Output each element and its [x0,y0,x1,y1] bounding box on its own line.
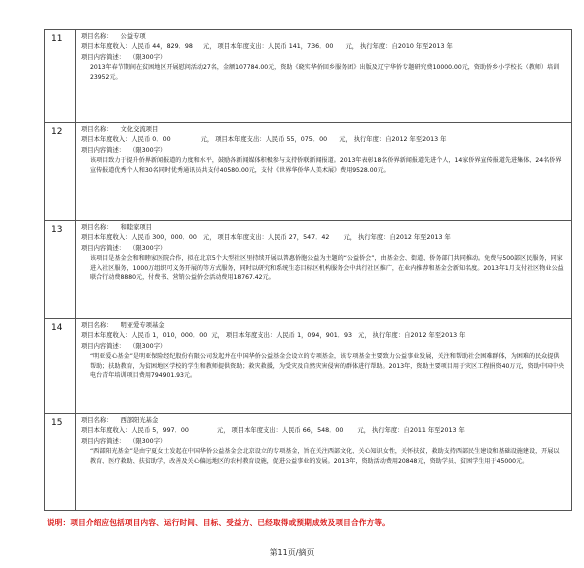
year-label: 元， 执行年度： [343,234,390,242]
income-value: 人民币 44，829．98 [131,43,193,51]
table-row [45,123,572,221]
expense-label: 元， 项目本年度支出： [200,136,266,144]
year-value: 自2011 年至2013 年 [403,427,465,435]
expense-value: 人民币 141，736．00 [267,43,334,51]
project-number: 13 [45,221,76,319]
income-label: 项目本年度收入： [81,332,132,340]
expense-label: 元， 项目本年度支出： [202,43,268,51]
content-note: （限300字） [129,437,167,445]
year-value: 自2012 年至2013 年 [404,332,466,340]
year-label: 元， 执行年度： [358,332,405,340]
project-description: 该项目是基金会和和睦家医院合作，拟在北京5个大型社区里持续开展以普惠侨胞公益为主题的“公益侨会”，由基金会、街道、侨务部门共同推动。免费与500部区民服务，同家进入社区服务，1000万组织可义务开展的等方式服务，同时以研究和系统生态目标区机构服务会中共行社区推广，在业内推荐和基金会新知名度。2013年1月支付社区物业公益联合行动费8880元，付费书、营销公益侨会活动费用18767.42元。 [90,255,564,282]
project-name-label: 项目名称： [81,417,113,424]
table-row [45,30,572,123]
project-name-label: 项目名称： [81,126,113,133]
content-label: 项目内容简述： [81,146,126,154]
expense-value: 人民币 55，075．00 [265,136,328,144]
year-value: 自2012 年至2013 年 [389,234,451,242]
income-label: 项目本年度收入： [81,43,132,51]
project-name: 公益专项 [120,33,146,40]
income-label: 项目本年度收入： [81,234,132,242]
year-label: 元， 执行年度： [357,427,404,435]
page-number: 第11页/摘页 [269,548,315,557]
project-content-cell [76,414,572,511]
content-label: 项目内容简述： [81,53,126,61]
footer-note: 说明：项目介绍应包括项目内容、运行时间、目标、受益方、已经取得或预期成效及项目合作方等。 [47,518,390,527]
content-note: （限300字） [129,53,167,61]
expense-label: 元， 项目本年度支出： [211,332,277,340]
content-label: 项目内容简述： [81,437,126,445]
content-label: 项目内容简述： [81,244,126,252]
content-label: 项目内容简述： [81,342,126,350]
year-label: 元， 执行年度： [345,43,392,51]
expense-label: 元， 项目本年度支出： [202,234,268,242]
project-number: 14 [45,319,76,414]
project-description: “明亚爱心基金”是明亚保险经纪股份有限公司发起并在中国华侨公益基金会设立的专项基金，该专项基金主要致力公益事业发展，关注和帮助社会困难群体，为困难的民众提供帮助；扶助教育，为贫困地区学校的学生和教师提供资助；救灾救援，为受灾及自然灾害侵害的群体进行帮助。2013年，资助主要项目用于灾区工程捐资40万元，资助中国中央电台青年培训项目费用794901.93元。 [90,353,565,380]
expense-value: 人民币 1，094，901．93 [276,332,353,340]
table-row [45,414,572,511]
project-name: 文化交流项目 [120,126,159,133]
expense-value: 人民币 66，548．00 [281,427,344,435]
project-description: 该项目致力于提升侨界新闻报道的力度和水平，鼓励各新闻媒体积极参与支持侨联新闻报道。2013年表彰18名侨界新闻报道先进个人，14家侨界宣传报道先进集体、24名侨界宣传报道优秀个人和30名同时优秀通讯员共支付40580.00元，支付《世界华侨华人美术展》费用9528.00元。 [90,157,562,174]
project-description: 2013年春节期间在贫困地区开展慰问活动27名，金额107784.00元，资助《晓实华侨回乡服务团》出版及辽宁华侨专题研究费10000.00元，资助侨乡小学校长（教师）培训23952元。 [90,64,560,81]
content-note: （限300字） [129,342,167,350]
income-label: 项目本年度收入： [81,427,132,435]
project-name: 西部阳光基金 [120,417,159,424]
income-value: 人民币 1，010，000．00 [131,332,208,340]
project-name-label: 项目名称： [81,33,113,40]
content-note: （限300字） [129,244,167,252]
income-value: 人民币 5，997．00 [131,427,189,435]
project-content-cell [76,221,572,319]
expense-label: 元， 项目本年度支出： [216,427,282,435]
income-value: 人民币 0．00 [131,136,171,144]
project-name-label: 项目名称： [81,322,113,329]
year-value: 自2010 年至2013 年 [391,43,453,51]
project-number: 12 [45,123,76,221]
project-content-cell [76,319,572,414]
table-row [45,319,572,414]
project-content-cell [76,123,572,221]
project-number: 15 [45,414,76,511]
income-value: 人民币 300，000．00 [131,234,197,242]
project-content-cell [76,30,572,123]
project-table [44,29,572,511]
project-number: 11 [45,30,76,123]
year-value: 自2012 年至2013 年 [385,136,447,144]
income-label: 项目本年度收入： [81,136,132,144]
project-name-label: 项目名称： [81,224,113,231]
year-label: 元， 执行年度： [339,136,386,144]
project-name: 明亚爱专项基金 [120,322,165,329]
table-row [45,221,572,319]
project-name: 和睦家项目 [120,224,152,231]
project-description: “西部阳光基金”是由宁夏女士发起在中国华侨公益基金会北京设立的专项基金，旨在关注西部文化、关心知识女性，关怀扶贫，救助支持西部民生建设和基础设施建设，开展以教育、医疗救助、扶贫助学，改善及关心偏远地区的农村教育设施，促进公益事业的发展。2013年，资助活动费用20848元，资助学员、贫困学生用于45000元。 [90,448,560,465]
expense-value: 人民币 27，547．42 [267,234,330,242]
content-note: （限300字） [129,146,167,154]
